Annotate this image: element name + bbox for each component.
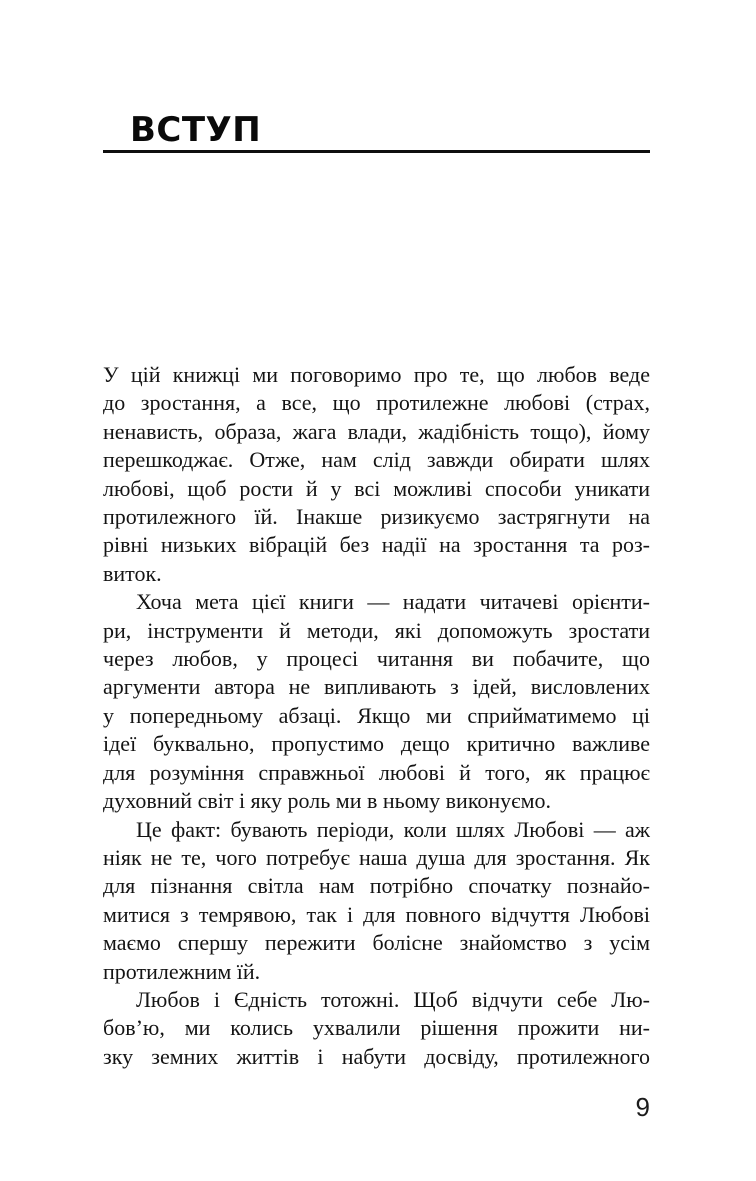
text-line: через любов, у процесі читання ви побачите, що	[103, 646, 650, 672]
text-line: ри, інструменти й методи, які допоможуть зростати	[103, 617, 650, 643]
text-line: митися з темрявою, так і для повного відчуття Любові	[103, 901, 650, 927]
text-line: протилежним їй.	[103, 958, 261, 984]
chapter-title: ВСТУП	[130, 110, 262, 150]
text-line: Любов і Єдність тотожні. Щоб відчути себе Лю-	[136, 986, 650, 1012]
text-line: рівні низьких вібрацій без надії на зростання та роз-	[103, 532, 650, 558]
paragraph	[103, 361, 650, 588]
paragraph	[103, 986, 650, 1071]
paragraph	[103, 588, 650, 815]
text-line: зку земних життів і набути досвіду, протилежного	[103, 1043, 650, 1069]
text-line: ненависть, образа, жага влади, жадібність тощо), йому	[103, 418, 650, 444]
text-line: у попередньому абзаці. Якщо ми сприйматимемо ці	[103, 702, 650, 728]
text-line: духовний світ і яку роль ми в ньому виконуємо.	[103, 788, 552, 814]
text-line: ніяк не те, чого потребує наша душа для зростання. Як	[103, 844, 650, 870]
text-line: до зростання, а все, що протилежне любові (страх,	[103, 390, 650, 416]
text-line: маємо спершу пережити болісне знайомство з усім	[103, 930, 650, 956]
title-underline-rule	[103, 150, 650, 153]
text-line: бов’ю, ми колись ухвалили рішення прожити ни-	[103, 1015, 650, 1041]
paragraph	[103, 816, 650, 986]
text-line: перешкоджає. Отже, нам слід завжди обирати шлях	[103, 447, 650, 473]
page-number: 9	[635, 1092, 650, 1122]
text-line: Хоча мета цієї книги — надати читачеві орієнти-	[136, 589, 650, 615]
text-line: Це факт: бувають періоди, коли шлях Любові — аж	[136, 816, 650, 842]
text-line: У цій книжці ми поговоримо про те, що любов веде	[103, 362, 650, 387]
text-line: любові, щоб рости й у всі можливі способи уникати	[103, 475, 650, 501]
text-line: виток.	[103, 560, 162, 586]
text-line: для розуміння справжньої любові й того, як працює	[103, 759, 650, 785]
body-text	[103, 361, 650, 1071]
text-line: для пізнання світла нам потрібно спочатку познайо-	[103, 873, 650, 899]
text-line: аргументи автора не випливають з ідей, висловлених	[103, 674, 650, 700]
text-line: ідеї буквально, пропустимо дещо критично важливе	[103, 731, 650, 757]
text-line: протилежного їй. Інакше ризикуємо застрягнути на	[103, 504, 650, 530]
